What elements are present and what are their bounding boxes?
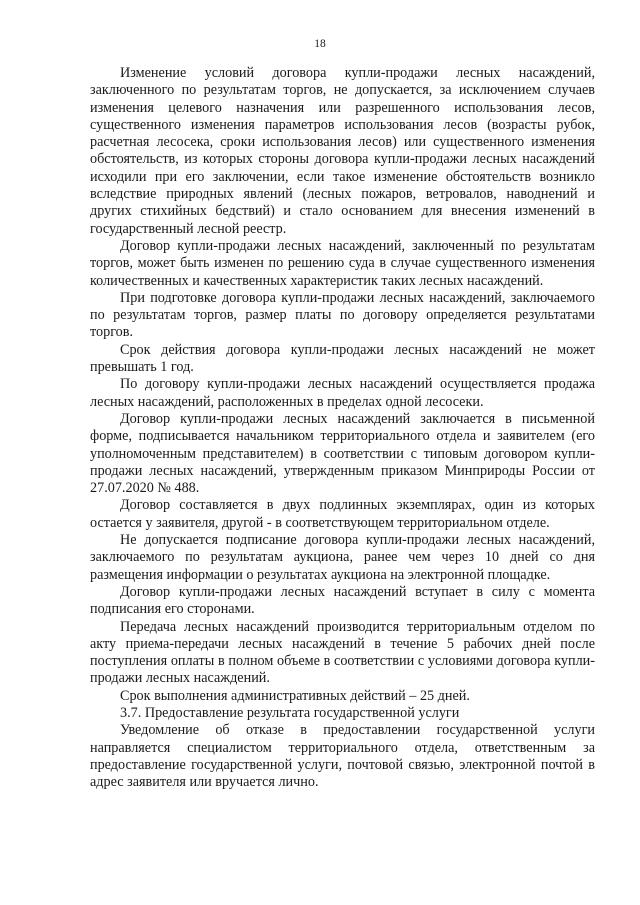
paragraph-signing-restriction: Не допускается подписание договора купли-продажи лесных насаждений, заключаемого по результатам аукциона, ранее чем через 10 дней со дня размещения информации о результатах аукциона на электронной площадке.	[90, 532, 595, 583]
paragraph-entry-into-force: Договор купли-продажи лесных насаждений вступает в силу с момента подписания его сторонами.	[90, 583, 595, 618]
paragraph-action-deadline: Срок выполнения административных действий – 25 дней.	[120, 687, 470, 704]
paragraph-court-change: Договор купли-продажи лесных насаждений, заключенный по результатам торгов, может быть изменен по решению суда в случае существенного изменения количественных и качественных характеристик таких лесных насаждений.	[90, 237, 595, 289]
paragraph-refusal-notice: Уведомление об отказе в предоставлении государственной услуги направляется специалистом территориального отдела, ответственным за предоставление государственной услуги, почтовой связью, электронной почтой в адрес заявителя или вручается лично.	[90, 722, 595, 791]
paragraph-single-plot: По договору купли-продажи лесных насаждений осуществляется продажа лесных насаждений, расположенных в пределах одной лесосеки.	[90, 376, 595, 410]
paragraph-two-copies: Договор составляется в двух подлинных экземплярах, один из которых остается у заявителя, другой - в соответствующем территориальном отделе.	[90, 497, 595, 531]
page-number: 18	[314, 38, 326, 50]
paragraph-written-form: Договор купли-продажи лесных насаждений заключается в письменной форме, подписывается начальником территориального отдела и заявителем (его уполномоченным представителем) в соответствии с типовым договором купли-продажи лесных насаждений, утвержденным приказом Минприроды России от 27.07.2020 № 488.	[90, 410, 595, 497]
section-heading-3-7: 3.7. Предоставление результата государственной услуги	[120, 704, 460, 721]
document-body	[90, 65, 595, 791]
paragraph-payment-amount: При подготовке договора купли-продажи лесных насаждений, заключаемого по результатам торгов, размер платы по договору определяется результатами торгов.	[90, 289, 595, 341]
paragraph-contract-term: Срок действия договора купли-продажи лесных насаждений не может превышать 1 год.	[90, 341, 595, 376]
paragraph-transfer-act: Передача лесных насаждений производится территориальным отделом по акту приема-передачи лесных насаждений в течение 5 рабочих дней после поступления оплаты в полном объеме в соответствии с условиями договора купли-продажи лесных насаждений.	[90, 618, 595, 687]
paragraph-contract-change-conditions: Изменение условий договора купли-продажи лесных насаждений, заключенного по результатам торгов, не допускается, за исключением случаев изменения целевого назначения или разрешенного использования лесов, существенного изменения параметров использования лесов (возрасты рубок, расчетная лесосека, сроки использования лесов) или существенного изменения обстоятельств, из которых стороны договора купли-продажи лесных насаждений исходили при его заключении, если такое изменение обстоятельств возникло вследствие природных явлений (лесных пожаров, ветровалов, наводнений и других стихийных бедствий) и стало основанием для внесения изменений в государственный лесной реестр.	[90, 65, 595, 237]
